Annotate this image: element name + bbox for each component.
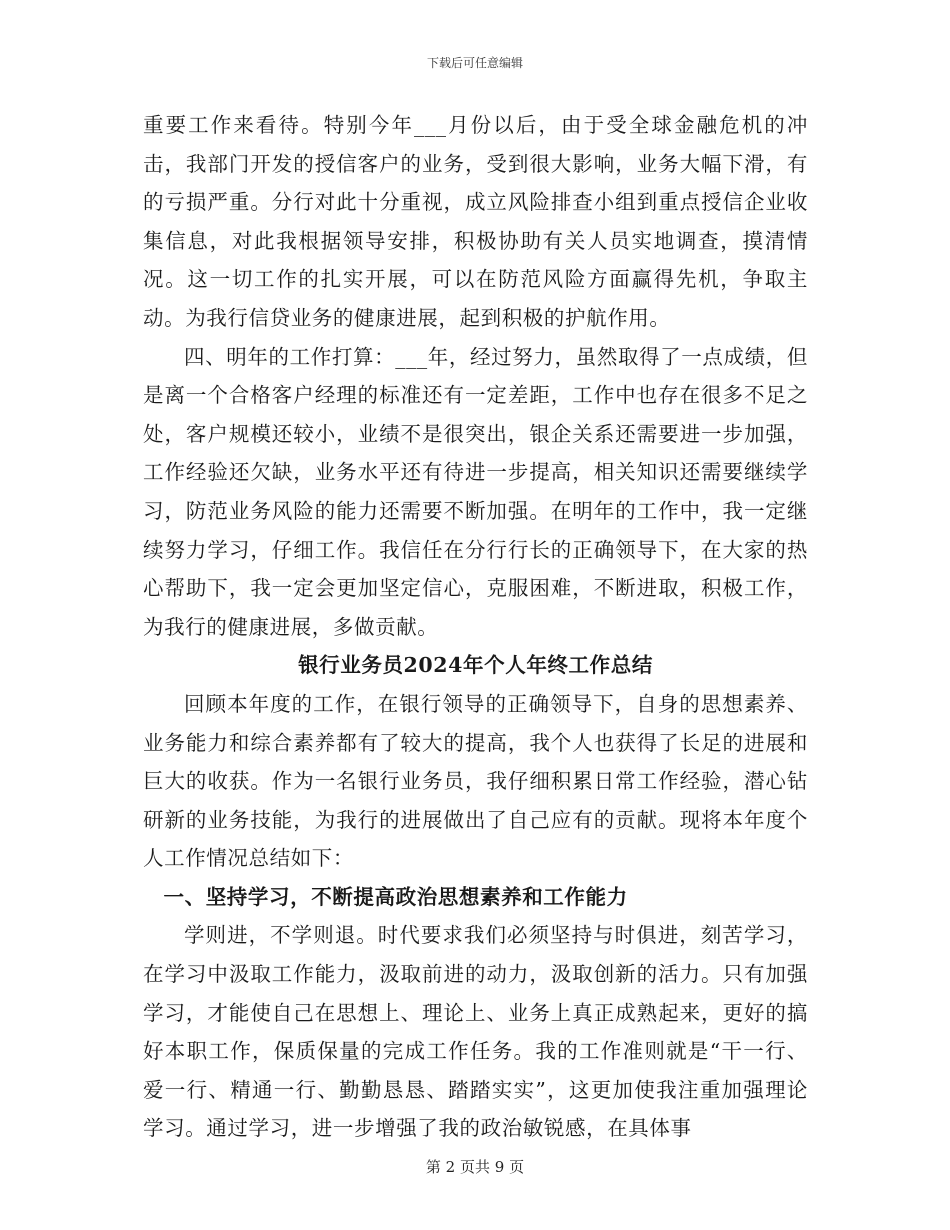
section-title: 银行业务员2024年个人年终工作总结 xyxy=(298,653,653,678)
page-footer: 第 2 页共 9 页 xyxy=(425,1158,525,1176)
document-body xyxy=(143,106,808,1148)
paragraph-continued: 重要工作来看待。特别今年___月份以后，由于受全球金融危机的冲击，我部门开发的授信客户的业务，受到很大影响，业务大幅下滑，有的亏损严重。分行对此十分重视，成立风险排查小组到重点授信企业收集信息，对此我根据领导安排，积极协助有关人员实地调查，摸清情况。这一切工作的扎实开展，可以在防范风险方面赢得先机，争取主动。为我行信贷业务的健康进展，起到积极的护航作用。 xyxy=(143,113,808,330)
section-heading-1: 一、坚持学习，不断提高政治思想素养和工作能力 xyxy=(163,884,628,909)
paragraph-review: 回顾本年度的工作，在银行领导的正确领导下，自身的思想素养、业务能力和综合素养都有了较大的提高，我个人也获得了长足的进展和巨大的收获。作为一名银行业务员，我仔细积累日常工作经验，潜心钻研新的业务技能，为我行的进展做出了自己应有的贡献。现将本年度个人工作情况总结如下： xyxy=(143,691,808,871)
paragraph-next-year-plan: 四、明年的工作打算：___年，经过努力，虽然取得了一点成绩，但是离一个合格客户经理的标准还有一定差距，工作中也存在很多不足之处，客户规模还较小，业绩不是很突出，银企关系还需要进一步加强，工作经验还欠缺，业务水平还有待进一步提高，相关知识还需要继续学习，防范业务风险的能力还需要不断加强。在明年的工作中，我一定继续努力学习，仔细工作。我信任在分行行长的正确领导下，在大家的热心帮助下，我一定会更加坚定信心，克服困难，不断进取，积极工作，为我行的健康进展，多做贡献。 xyxy=(143,344,808,639)
paragraph-study: 学则进，不学则退。时代要求我们必须坚持与时俱进，刻苦学习，在学习中汲取工作能力，汲取前进的动力，汲取创新的活力。只有加强学习，才能使自己在思想上、理论上、业务上真正成熟起来，更好的搞好本职工作，保质保量的完成工作任务。我的工作准则就是“干一行、爱一行、精通一行、勤勤恳恳、踏踏实实”，这更加使我注重加强理论学习。通过学习，进一步增强了我的政治敏锐感，在具体事 xyxy=(143,923,808,1141)
page-header: 下载后可任意编辑 xyxy=(426,56,523,70)
